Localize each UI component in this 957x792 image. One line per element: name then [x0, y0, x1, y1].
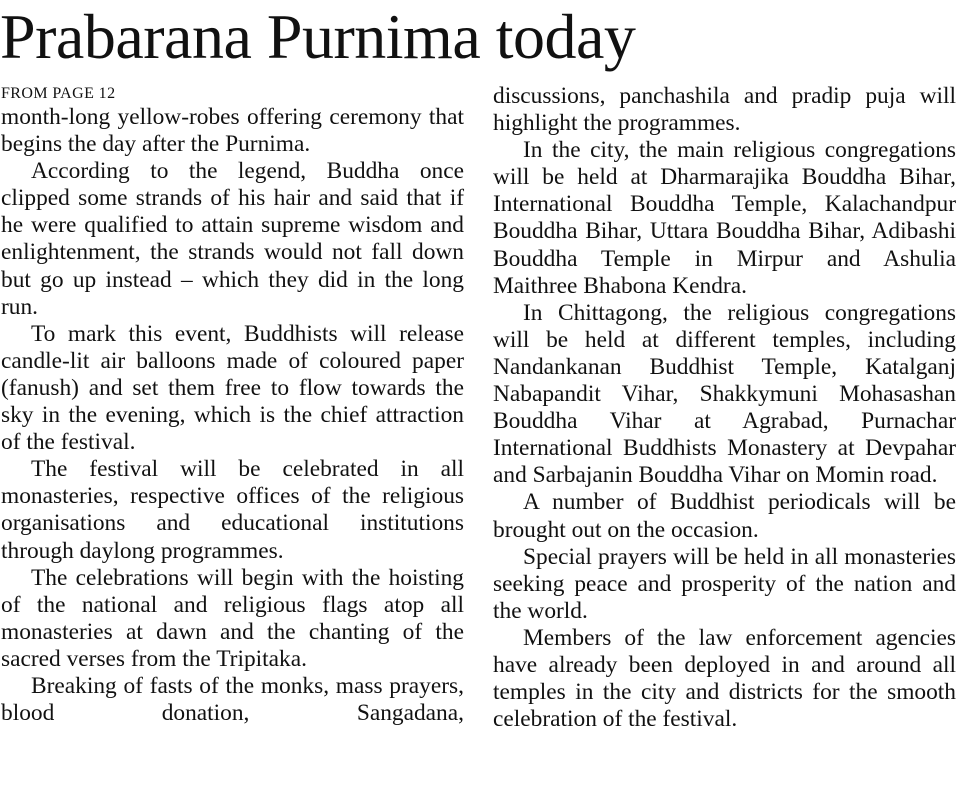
paragraph: Breaking of fasts of the monks, mass prayers, blood donation, Sangadana, [1, 672, 464, 727]
paragraph: In Chittagong, the religious congregations will be held at different temples, including Nandankanan Buddhist Temple, Katalganj Nabapandit Vihar, Shakkymuni Mohasashan Bouddha Vihar at Agrabad, Purnachar International Buddhists Monastery at Devpahar and Sarbajanin Bouddha Vihar on Momin road. [493, 299, 956, 489]
paragraph: Special prayers will be held in all monasteries seeking peace and prosperity of the nation and the world. [493, 543, 956, 624]
paragraph: To mark this event, Buddhists will release candle-lit air balloons made of coloured paper (fanush) and set them free to flow towards the sky in the evening, which is the chief attraction of the festival. [1, 320, 464, 456]
paragraph: month-long yellow-robes offering ceremony that begins the day after the Purnima. [1, 104, 464, 158]
paragraph: According to the legend, Buddha once clipped some strands of his hair and said that if he were qualified to attain supreme wisdom and enlightenment, the strands would not fall down but go up instead – which they did in the long run. [1, 158, 464, 320]
paragraph: Members of the law enforcement agencies have already been deployed in and around all temples in the city and districts for the smooth celebration of the festival. [493, 624, 956, 733]
right-column [493, 83, 956, 733]
left-column [1, 83, 464, 727]
paragraph: discussions, panchashila and pradip puja will highlight the programmes. [493, 83, 956, 137]
paragraph: A number of Buddhist periodicals will be brought out on the occasion. [493, 489, 956, 543]
from-page-label: FROM PAGE 12 [1, 85, 116, 102]
paragraph: The festival will be celebrated in all monasteries, respective offices of the religious organisations and educational institutions through daylong programmes. [1, 456, 464, 564]
paragraph: In the city, the main religious congregations will be held at Dharmarajika Bouddha Bihar, International Bouddha Temple, Kalachandpur Bouddha Bihar, Uttara Bouddha Bihar, Adibashi Bouddha Temple in Mirpur and Ashulia Maithree Bhabona Kendra. [493, 137, 956, 299]
paragraph: The celebrations will begin with the hoisting of the national and religious flags atop all monasteries at dawn and the chanting of the sacred verses from the Tripitaka. [1, 564, 464, 672]
headline: Prabarana Purnima today [0, 1, 636, 72]
